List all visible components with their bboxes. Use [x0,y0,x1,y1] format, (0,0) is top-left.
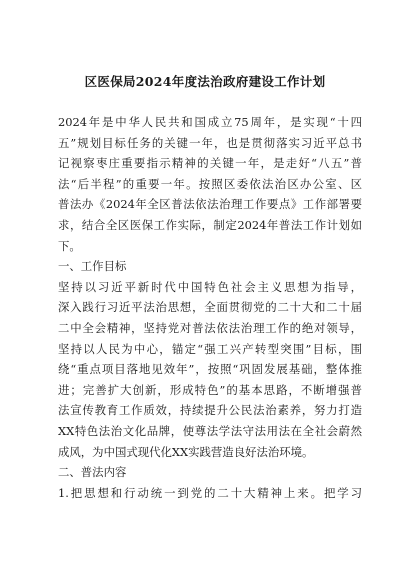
paragraph-line: 1.把思想和行动统一到党的二十大精神上来。把学习 [58,485,362,500]
section-heading-goals: 一、工作目标 [58,259,127,274]
paragraph-line: 绕“重点项目落地见效年”，按照“巩固发展基础，整体推 [58,362,362,377]
paragraph-line: 2024年是中华人民共和国成立75周年，是实现“十四 [58,115,362,129]
paragraph-line: 坚持以人民为中心，锚定“强工兴产转型突围”目标，围 [58,341,362,356]
section-heading-content: 二、普法内容 [58,465,127,480]
paragraph-line: 进；完善扩大创新，形成特色”的基本思路，不断增强普 [58,382,362,397]
paragraph-line: 二中全会精神，坚持党对普法依法治理工作的绝对领导， [58,320,362,335]
paragraph-line: 普法办《2024年全区普法依法治理工作要点》工作部署要 [58,197,362,212]
paragraph-line: 下。 [58,238,81,253]
paragraph-line: 五”规划目标任务的关键一年，也是贯彻落实习近平总书 [58,135,362,150]
paragraph-line: 坚持以习近平新时代中国特色社会主义思想为指导， [58,279,362,294]
paragraph-line: 成风，为中国式现代化XX实践营造良好法治环境。 [58,444,314,459]
paragraph-line: 法宣传教育工作质效，持续提升公民法治素养，努力打造 [58,403,362,418]
paragraph-line: 求，结合全区医保工作实际，制定2024年普法工作计划如 [58,217,362,232]
paragraph-line: 深入践行习近平法治思想，全面贯彻党的二十大和二十届 [58,300,362,315]
paragraph-line: XX特色法治文化品牌，使尊法学法守法用法在全社会蔚然 [58,423,362,438]
document-title: 区医保局2024年度法治政府建设工作计划 [84,74,326,89]
document-body [58,112,362,503]
paragraph-line: 法“后半程”的重要一年。按照区委依法治区办公室、区 [58,176,362,191]
paragraph-line: 记视察枣庄重要指示精神的关键一年，是走好“八五”普 [58,156,362,171]
